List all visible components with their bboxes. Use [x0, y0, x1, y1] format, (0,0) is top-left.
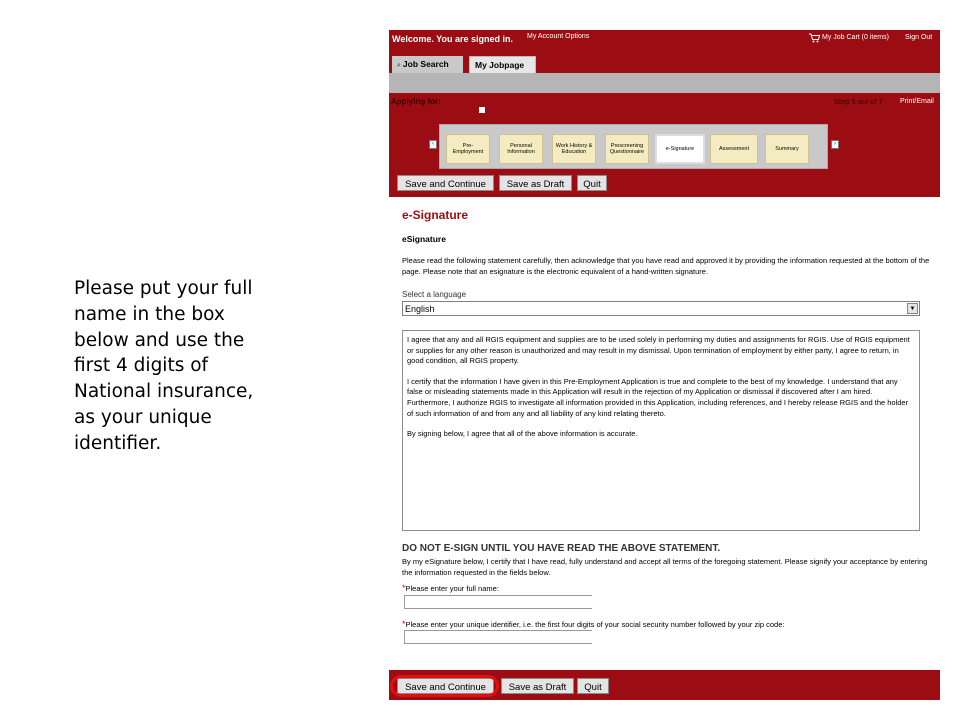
quit-button-top[interactable]: Quit: [577, 175, 607, 191]
step-indicator: Step 5 out of 7: [834, 97, 883, 106]
identifier-input[interactable]: [404, 630, 592, 644]
section-subtitle: eSignature: [402, 234, 446, 244]
statement-paragraph-equipment: I agree that any and all RGIS equipment and supplies are to be used solely in performing my duties and assignments for RGIS. Use of RGIS equipment or supplies for any other reason is unauthorized and may result in my dismissal. Upon termination of employment by either party, I agree to return, in good condition, all RGIS property.: [407, 335, 910, 366]
intro-text: Please read the following statement carefully, then acknowledge that you have read and approved it by providing the information requested at the bottom of the page. Please note that an esignature is the electronic equivalent of a hand-written signature.: [402, 256, 930, 276]
identifier-label: [402, 619, 784, 629]
save-draft-button-top[interactable]: Save as Draft: [499, 175, 572, 191]
application-window: [389, 30, 940, 700]
wizard-step-e-signature[interactable]: e-Signature: [655, 134, 705, 164]
gray-separator-bar: [389, 73, 940, 93]
job-cart-link[interactable]: My Job Cart (0 items): [822, 34, 889, 41]
tab-my-jobpage-label: My Jobpage: [475, 60, 525, 70]
statement-textbox[interactable]: [402, 330, 920, 531]
search-icon: ⌕: [397, 62, 401, 69]
instruction-text: Please put your full name in the box below and use the first 4 digits of National insurance, as your unique identifier.: [74, 278, 254, 454]
wizard-steps: [439, 124, 828, 169]
top-bar: [389, 30, 940, 51]
language-select-value: English: [405, 304, 435, 314]
required-marker: *: [402, 619, 406, 629]
wizard-step-prescreening[interactable]: Prescreening Questionnaire: [605, 134, 649, 164]
tab-my-jobpage[interactable]: [469, 56, 536, 73]
print-email-link[interactable]: Print/Email: [900, 98, 934, 105]
page-title: e-Signature: [402, 208, 469, 222]
wizard-next-arrow-icon[interactable]: ›: [831, 140, 839, 149]
identifier-label-text: Please enter your unique identifier, i.e. the first four digits of your social security number followed by your zip code:: [405, 620, 785, 629]
language-label: Select a language: [402, 290, 467, 299]
fullname-label-text: Please enter your full name:: [405, 584, 499, 593]
wizard-step-work-history[interactable]: Work History & Education: [552, 134, 596, 164]
fullname-label: [402, 583, 499, 593]
flag-icon: [479, 107, 485, 113]
save-continue-button-top[interactable]: Save and Continue: [397, 175, 494, 191]
account-options-link[interactable]: My Account Options: [527, 33, 590, 40]
language-select[interactable]: [402, 301, 920, 316]
save-draft-button-bottom[interactable]: Save as Draft: [501, 678, 574, 694]
wizard-prev-arrow-icon[interactable]: ‹: [429, 140, 437, 149]
welcome-text: Welcome. You are signed in.: [392, 34, 514, 44]
tab-row: [389, 51, 940, 73]
cart-icon[interactable]: [809, 33, 820, 43]
statement-paragraph-accurate: By signing below, I agree that all of the above information is accurate.: [407, 429, 638, 439]
applying-for-label: Applying for:: [391, 97, 441, 106]
sign-out-link[interactable]: Sign Out: [905, 34, 933, 41]
highlight-circle: [390, 675, 499, 697]
esign-certify-text: By my eSignature below, I certify that I have read, fully understand and accept all terms of the foregoing statement. Please signify your acceptance by entering the information requested in the fields below.: [402, 557, 928, 577]
save-continue-button-bottom[interactable]: Save and Continue: [397, 678, 494, 694]
tab-job-search-label: Job Search: [402, 59, 449, 69]
fullname-input[interactable]: [404, 595, 592, 609]
quit-button-bottom[interactable]: Quit: [577, 678, 609, 694]
statement-paragraph-certify: I certify that the information I have given in this Pre-Employment Application is true and complete to the best of my knowledge. I understand that any false or misleading statements made in this Application will result in the rejection of my Application or dismissal if discovered after I am hired. Furthermore, I authorize RGIS to investigate all information provided in this Application, including references, and I hereby release RGIS and the holder of such information of and from any and all liability of any kind relating thereto.: [407, 376, 909, 418]
wizard-step-assessment[interactable]: Assessment: [710, 134, 758, 164]
tab-job-search[interactable]: [392, 56, 463, 73]
required-marker: *: [402, 583, 406, 593]
chevron-down-icon[interactable]: ▼: [907, 303, 918, 314]
application-progress-area: [389, 93, 940, 197]
wizard-step-summary[interactable]: Summary: [765, 134, 809, 164]
wizard-step-personal-information[interactable]: Personal Information: [499, 134, 543, 164]
wizard-step-pre-employment[interactable]: Pre-Employment: [446, 134, 490, 164]
bottom-action-bar: [389, 670, 940, 700]
esign-warning: DO NOT E-SIGN UNTIL YOU HAVE READ THE ABOVE STATEMENT.: [402, 543, 721, 554]
